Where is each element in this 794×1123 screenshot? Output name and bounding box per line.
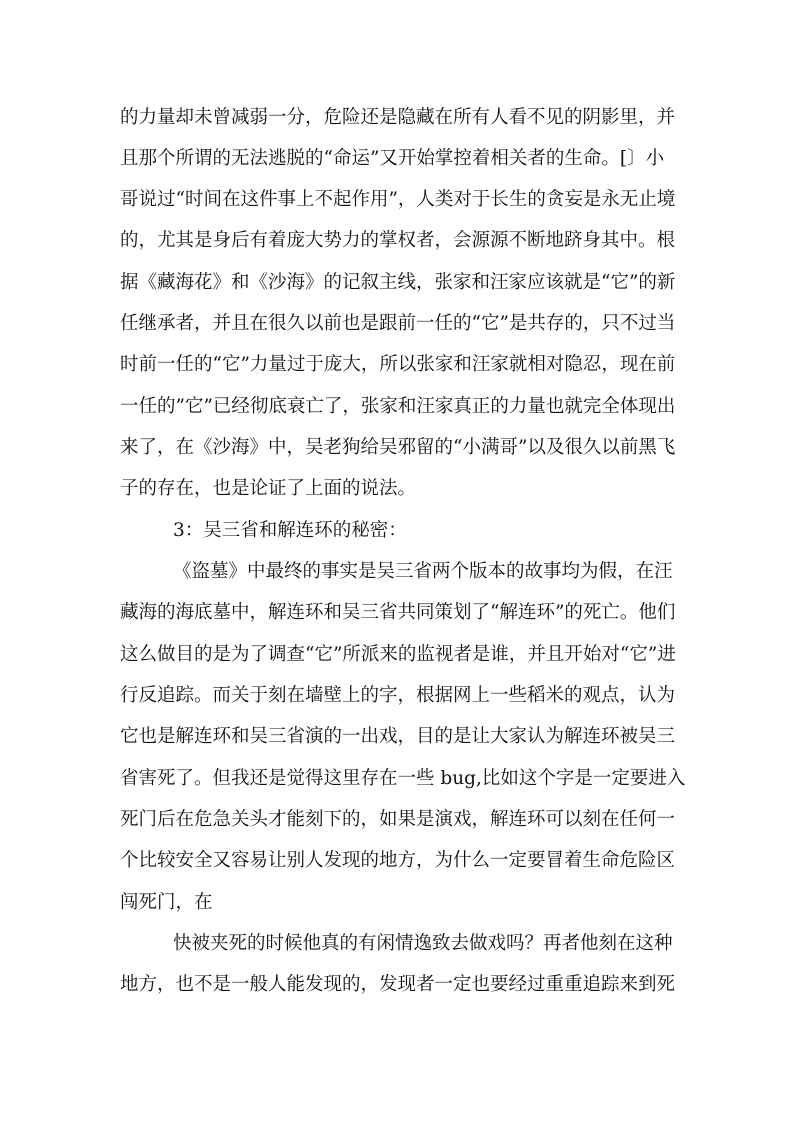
text-line: 行反追踪。而关于刻在墙壁上的字，根据网上一些稻米的观点，认为: [120, 685, 676, 706]
text-line: 地方，也不是一般人能发现的，发现者一定也要经过重重追踪来到死: [120, 974, 676, 995]
text-line: 个比较安全又容易让别人发现的地方，为什么一定要冒着生命危险区: [120, 850, 676, 871]
text-line: 闯死门，在: [120, 892, 213, 913]
text-line: 死门后在危急关头才能刻下的，如果是演戏，解连环可以刻在任何一: [120, 809, 676, 830]
text-line: 据《藏海花》和《沙海》的记叙主线，张家和汪家应该就是“它”的新: [120, 272, 676, 293]
text-line: 一任的”它”已经彻底衰亡了，张家和汪家真正的力量也就完全体现出: [120, 396, 676, 417]
text-line: 的，尤其是身后有着庞大势力的掌权者，会源源不断地跻身其中。根: [120, 230, 676, 251]
text-line: 它也是解连环和吴三省演的一出戏，目的是让大家认为解连环被吴三: [120, 726, 676, 747]
text-line: 子的存在，也是论证了上面的说法。: [120, 478, 417, 499]
text-line: 的力量却未曾减弱一分，危险还是隐藏在所有人看不见的阴影里，并: [120, 107, 676, 128]
text-line: 这么做目的是为了调查“它”所派来的监视者是谁，并且开始对“它”进: [120, 644, 676, 665]
section-heading: 3：吴三省和解连环的秘密：: [173, 520, 407, 541]
text-line: 来了，在《沙海》中，吴老狗给吴邪留的“小满哥”以及很久以前黑飞: [120, 437, 676, 458]
text-line: 时前一任的“它”力量过于庞大，所以张家和汪家就相对隐忍，现在前: [120, 354, 676, 375]
text-line: 省害死了。但我还是觉得这里存在一些 bug,比如这个字是一定要进入: [120, 768, 686, 789]
text-line: 且那个所谓的无法逃脱的“命运”又开始掌控着相关者的生命。[〕小: [120, 148, 665, 169]
text-line: 哥说过“时间在这件事上不起作用”，人类对于长生的贪妄是永无止境: [120, 189, 676, 210]
text-line: 《盗墓》中最终的事实是吴三省两个版本的故事均为假，在汪: [173, 561, 673, 582]
text-line: 快被夹死的时候他真的有闲情逸致去做戏吗？再者他刻在这种: [173, 933, 673, 954]
text-line: 藏海的海底墓中，解连环和吴三省共同策划了“解连环”的死亡。他们: [120, 602, 676, 623]
text-line: 任继承者，并且在很久以前也是跟前一任的“它”是共存的，只不过当: [120, 313, 676, 334]
